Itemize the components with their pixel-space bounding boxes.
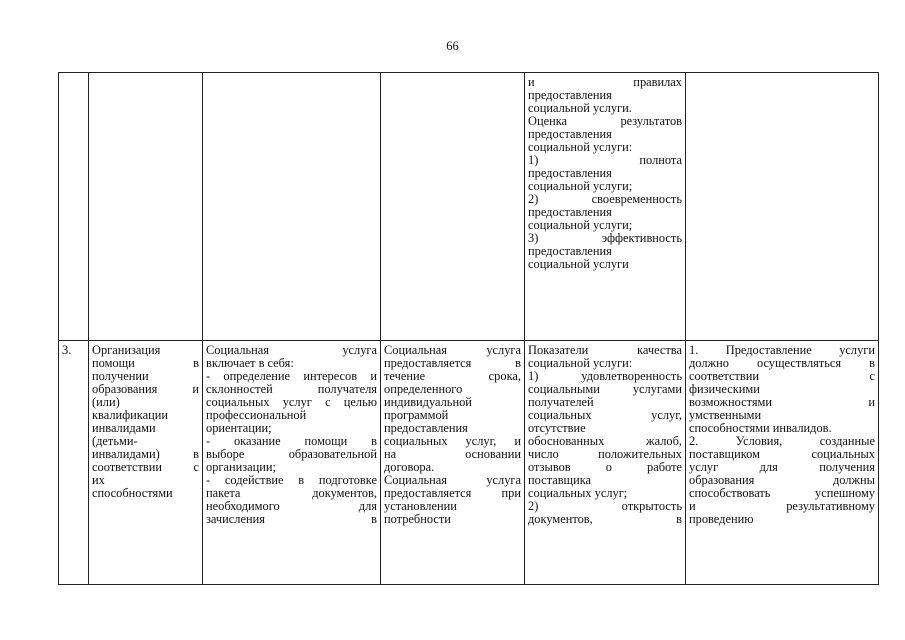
cell-text-line: выборе образовательной: [206, 448, 377, 461]
cell-text-line: способностями: [92, 487, 173, 500]
cell-text-line: проведению: [689, 513, 754, 526]
cell-text-line: Оценка результатов: [528, 115, 682, 128]
cell-text-line: зачисления в: [206, 513, 377, 526]
service-conditions-cell: [686, 341, 879, 585]
cell-text-line: Социальная услуга: [206, 344, 377, 357]
services-table: [58, 72, 879, 585]
service-name-cell: [89, 341, 203, 585]
cell-text-line: способствовать успешному: [689, 487, 875, 500]
table-row: [59, 73, 879, 341]
cell-text-line: социальных услуг,: [528, 409, 682, 422]
service-terms-cell: [381, 341, 525, 585]
cell-text-line: 1. Предоставление услуги: [689, 344, 875, 357]
cell-text-line: 2) открытость: [528, 500, 682, 513]
cell-text-line: способностями инвалидов.: [689, 422, 832, 435]
row-number: 3.: [62, 343, 72, 357]
cell-text-line: Социальная услуга: [384, 344, 521, 357]
cell-text-line: должно осуществляться в: [689, 357, 875, 370]
cell-text-line: предоставления: [528, 206, 612, 219]
cell-text-line: договора.: [384, 461, 435, 474]
cell-text-line: отзывов о работе: [528, 461, 682, 474]
cell-text-line: социальными услугами: [528, 383, 682, 396]
cell-text-line: соответствии с: [689, 370, 875, 383]
cell-text-line: программой: [384, 409, 449, 422]
cell-text-line: инвалидами: [92, 422, 156, 435]
cell-text-line: поставщика: [528, 474, 592, 487]
cell-text-line: установлении: [384, 500, 457, 513]
cell-text-line: социальных услуг с целью: [206, 396, 377, 409]
cell-text-line: инвалидами) в: [92, 448, 199, 461]
cell-text-line: предоставляется в: [384, 357, 521, 370]
cell-text-line: умственными: [689, 409, 762, 422]
cell-text-line: - содействие в подготовке: [206, 474, 377, 487]
quality-indicators-cell: [525, 341, 686, 585]
cell-text-line: 3) эффективность: [528, 232, 682, 245]
cell-text-line: включает в себя:: [206, 357, 294, 370]
cell-text-line: физическими: [689, 383, 760, 396]
cell-text-line: услуг для получения: [689, 461, 875, 474]
cell-text-line: - определение интересов и: [206, 370, 377, 383]
cell-text-line: необходимого для: [206, 500, 377, 513]
cell-text-line: поставщиком социальных: [689, 448, 875, 461]
cell-text-line: 2) своевременность: [528, 193, 682, 206]
cell-text-line: профессиональной: [206, 409, 307, 422]
cell-text-line: отсутствие: [528, 422, 586, 435]
cell-text-line: документов, в: [528, 513, 682, 526]
cell-text-line: пакета документов,: [206, 487, 377, 500]
cell-text-line: (детьми-: [92, 435, 138, 448]
cell-text-line: их: [92, 474, 105, 487]
cell-text-line: и результативному: [689, 500, 875, 513]
cell-text-line: Социальная услуга: [384, 474, 521, 487]
service-conditions-cell: [686, 73, 879, 341]
cell-text-line: социальных услуг, и: [384, 435, 521, 448]
page-number: 66: [446, 39, 459, 53]
row-number-cell: [59, 341, 89, 585]
cell-text-line: 1) удовлетворенность: [528, 370, 682, 383]
cell-text-line: обоснованных жалоб,: [528, 435, 682, 448]
cell-text-line: социальной услуги;: [528, 219, 633, 232]
service-terms-cell: [381, 73, 525, 341]
cell-text-line: предоставления: [384, 422, 468, 435]
cell-text-line: социальной услуги:: [528, 141, 633, 154]
service-name-cell: [89, 73, 203, 341]
row-number-cell: [59, 73, 89, 341]
cell-text-line: 2. Условия, созданные: [689, 435, 875, 448]
cell-text-line: получателей: [528, 396, 594, 409]
cell-text-line: склонностей получателя: [206, 383, 377, 396]
cell-text-line: образования и: [92, 383, 199, 396]
cell-text-line: Показатели качества: [528, 344, 682, 357]
cell-text-line: возможностями и: [689, 396, 875, 409]
cell-text-line: квалификации: [92, 409, 169, 422]
cell-text-line: потребности: [384, 513, 451, 526]
cell-text-line: определенного: [384, 383, 463, 396]
quality-indicators-cell: [525, 73, 686, 341]
cell-text-line: предоставления: [528, 245, 612, 258]
cell-text-line: индивидуальной: [384, 396, 472, 409]
cell-text-line: соответствии с: [92, 461, 199, 474]
cell-text-line: течение срока,: [384, 370, 521, 383]
cell-text-line: получении: [92, 370, 149, 383]
cell-text-line: социальных услуг;: [528, 487, 628, 500]
cell-text-line: предоставляется при: [384, 487, 521, 500]
cell-text-line: Организация: [92, 344, 161, 357]
cell-text-line: (или): [92, 396, 120, 409]
cell-text-line: ориентации;: [206, 422, 272, 435]
cell-text-line: - оказание помощи в: [206, 435, 377, 448]
cell-text-line: число положительных: [528, 448, 682, 461]
service-description-cell: [203, 341, 381, 585]
cell-text-line: предоставления: [528, 128, 612, 141]
service-description-cell: [203, 73, 381, 341]
cell-text-line: социальной услуги: [528, 258, 629, 271]
cell-text-line: организации;: [206, 461, 276, 474]
cell-text-line: 1) полнота: [528, 154, 682, 167]
cell-text-line: предоставления: [528, 167, 612, 180]
cell-text-line: предоставления: [528, 89, 612, 102]
cell-text-line: социальной услуги.: [528, 102, 632, 115]
cell-text-line: и правилах: [528, 76, 682, 89]
cell-text-line: социальной услуги:: [528, 357, 633, 370]
cell-text-line: помощи в: [92, 357, 199, 370]
cell-text-line: на основании: [384, 448, 521, 461]
cell-text-line: образования должны: [689, 474, 875, 487]
cell-text-line: социальной услуги;: [528, 180, 633, 193]
table-row: [59, 341, 879, 585]
